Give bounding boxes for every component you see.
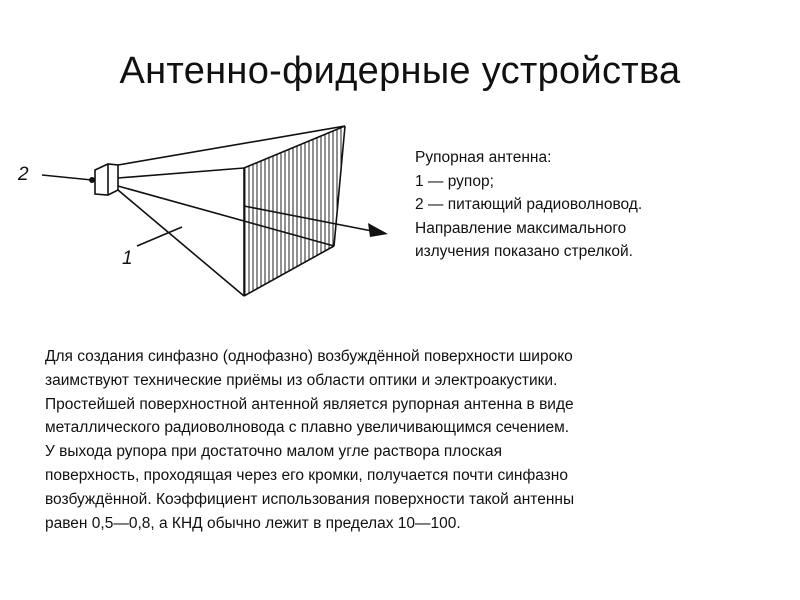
caption-line: 1 — рупор; — [415, 172, 494, 190]
body-line: заимствуют технические приёмы из области оптики и электроакустики. — [45, 371, 558, 389]
figure-caption — [415, 146, 745, 264]
body-line: Простейшей поверхностной антенной является рупорная антенна в виде — [45, 395, 574, 413]
body-paragraph — [45, 345, 765, 535]
horn-antenna-diagram — [12, 118, 412, 308]
slide-title: Антенно-фидерные устройства — [119, 50, 681, 92]
label-horn: 1 — [122, 248, 133, 269]
caption-line: Рупорная антенна: — [415, 149, 552, 166]
caption-line: Направление максимального — [415, 219, 627, 237]
body-line: возбуждённой. Коэффициент использования поверхности такой антенны — [45, 490, 575, 508]
body-line: поверхность, проходящая через его кромки, получается почти синфазно — [45, 466, 568, 484]
body-line: У выхода рупора при достаточно малом угле раствора плоская — [45, 443, 503, 461]
waveguide-block — [95, 164, 118, 195]
waveguide-pointer-line — [42, 175, 92, 180]
caption-line: 2 — питающий радиоволновод. — [415, 196, 643, 213]
body-line: металлического радиоволновода с плавно увеличивающимся сечением. — [45, 419, 570, 437]
horn-aperture-face — [244, 126, 345, 296]
label-waveguide: 2 — [18, 164, 29, 185]
radiation-arrow-head — [368, 223, 388, 237]
body-line: равен 0,5—0,8, а КНД обычно лежит в пределах 10—100. — [45, 514, 461, 532]
horn-pointer-line — [137, 227, 182, 246]
body-line: Для создания синфазно (однофазно) возбуждённой поверхности широко — [45, 348, 573, 365]
caption-line: излучения показано стрелкой. — [415, 243, 633, 260]
waveguide-feed-point — [89, 177, 95, 183]
